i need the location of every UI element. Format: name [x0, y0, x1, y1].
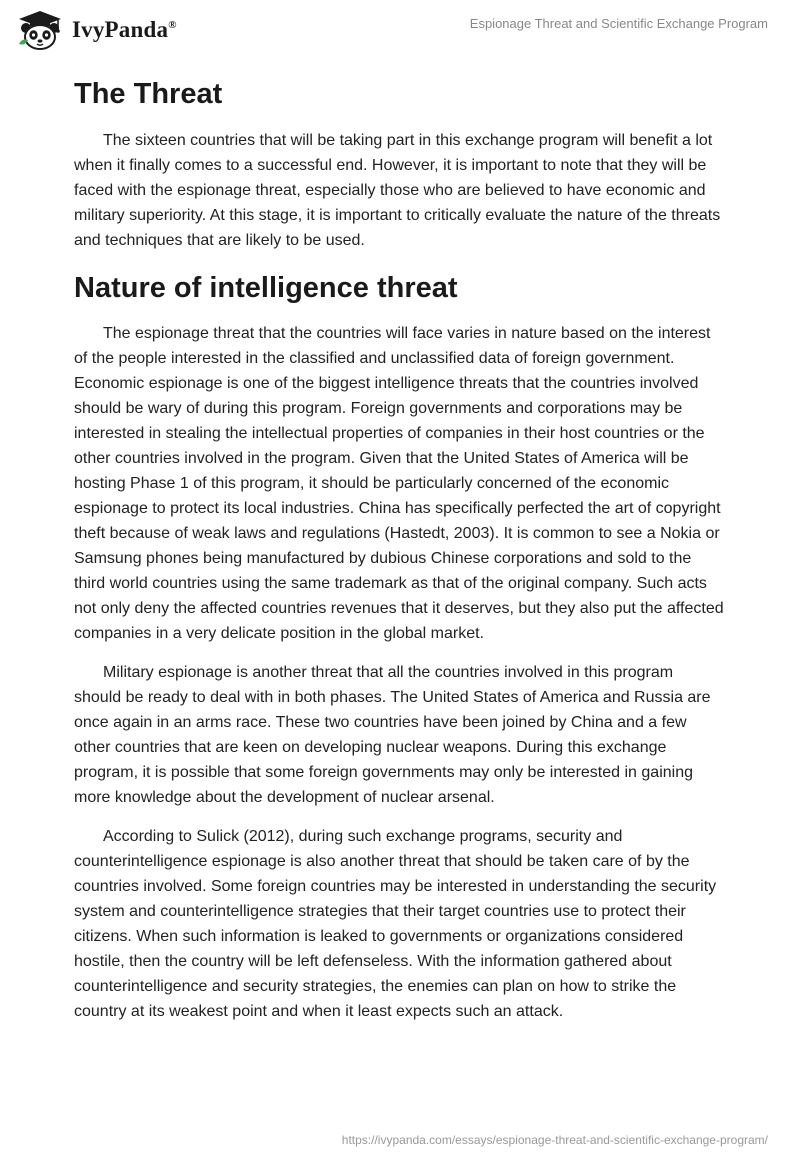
paragraph: The espionage threat that the countries will face varies in nature based on the interest of the people interested in the classified and unclassified data of foreign government. Economic espionage is one of the biggest intelligence threats that the countries involved should be wary of during this program. Foreign governments and corporations may be interested in stealing the intellectual properties of companies in their host countries or the other countries involved in the program. Given that the United States of America will be hosting Phase 1 of this program, it should be particularly concerned of the economic espionage to protect its local industries. China has specifically perfected the art of copyright theft because of weak laws and regulations (Hastedt, 2003). It is common to see a Nokia or Samsung phones being manufactured by dubious Chinese corporations and sold to the third world countries using the same trademark as that of the original company. Such acts not only deny the affected countries revenues that it deserves, but they also put the affected companies in a very delicate position in the global market.: [74, 325, 724, 642]
panda-graduate-icon: [16, 10, 64, 50]
paragraph: Military espionage is another threat that all the countries involved in this program should be ready to deal with in both phases. The United States of America and Russia are once again in an arms race. These two countries have been joined by China and a few other countries that are keen on developing nuclear weapons. During this exchange program, it is possible that some foreign governments may only be interested in gaining more knowledge about the development of nuclear arsenal.: [74, 664, 711, 806]
essay-content: [74, 70, 724, 1038]
registered-mark: ®: [168, 19, 177, 31]
section-heading-the-threat: The Threat: [74, 78, 223, 110]
paragraph: The sixteen countries that will be taking part in this exchange program will benefit a lot when it finally comes to a successful end. However, it is important to note that they will be faced with the espionage threat, especially those who are believed to have economic and military superiority. At this stage, it is important to critically evaluate the nature of the threats and techniques that are likely to be used.: [74, 132, 721, 249]
section-heading-nature-of-intelligence-threat: Nature of intelligence threat: [74, 272, 458, 304]
page-header: [0, 0, 800, 64]
paragraph: According to Sulick (2012), during such exchange programs, security and counterintelligence espionage is also another threat that should be taken care of by the countries involved. Some foreign countries may be interested in understanding the security system and counterintelligence strategies that their target countries use to protect their citizens. When such information is leaked to governments or organizations considered hostile, then the country will be left defenseless. With the information gathered about counterintelligence and security strategies, the enemies can plan on how to strike the country at its weakest point and when it least expects such an attack.: [74, 828, 717, 1020]
document-title: Espionage Threat and Scientific Exchange Program: [469, 16, 768, 31]
source-url[interactable]: https://ivypanda.com/essays/espionage-threat-and-scientific-exchange-program/: [341, 1133, 768, 1147]
brand-name: IvyPanda®: [72, 17, 177, 42]
brand-logo[interactable]: [16, 10, 177, 50]
